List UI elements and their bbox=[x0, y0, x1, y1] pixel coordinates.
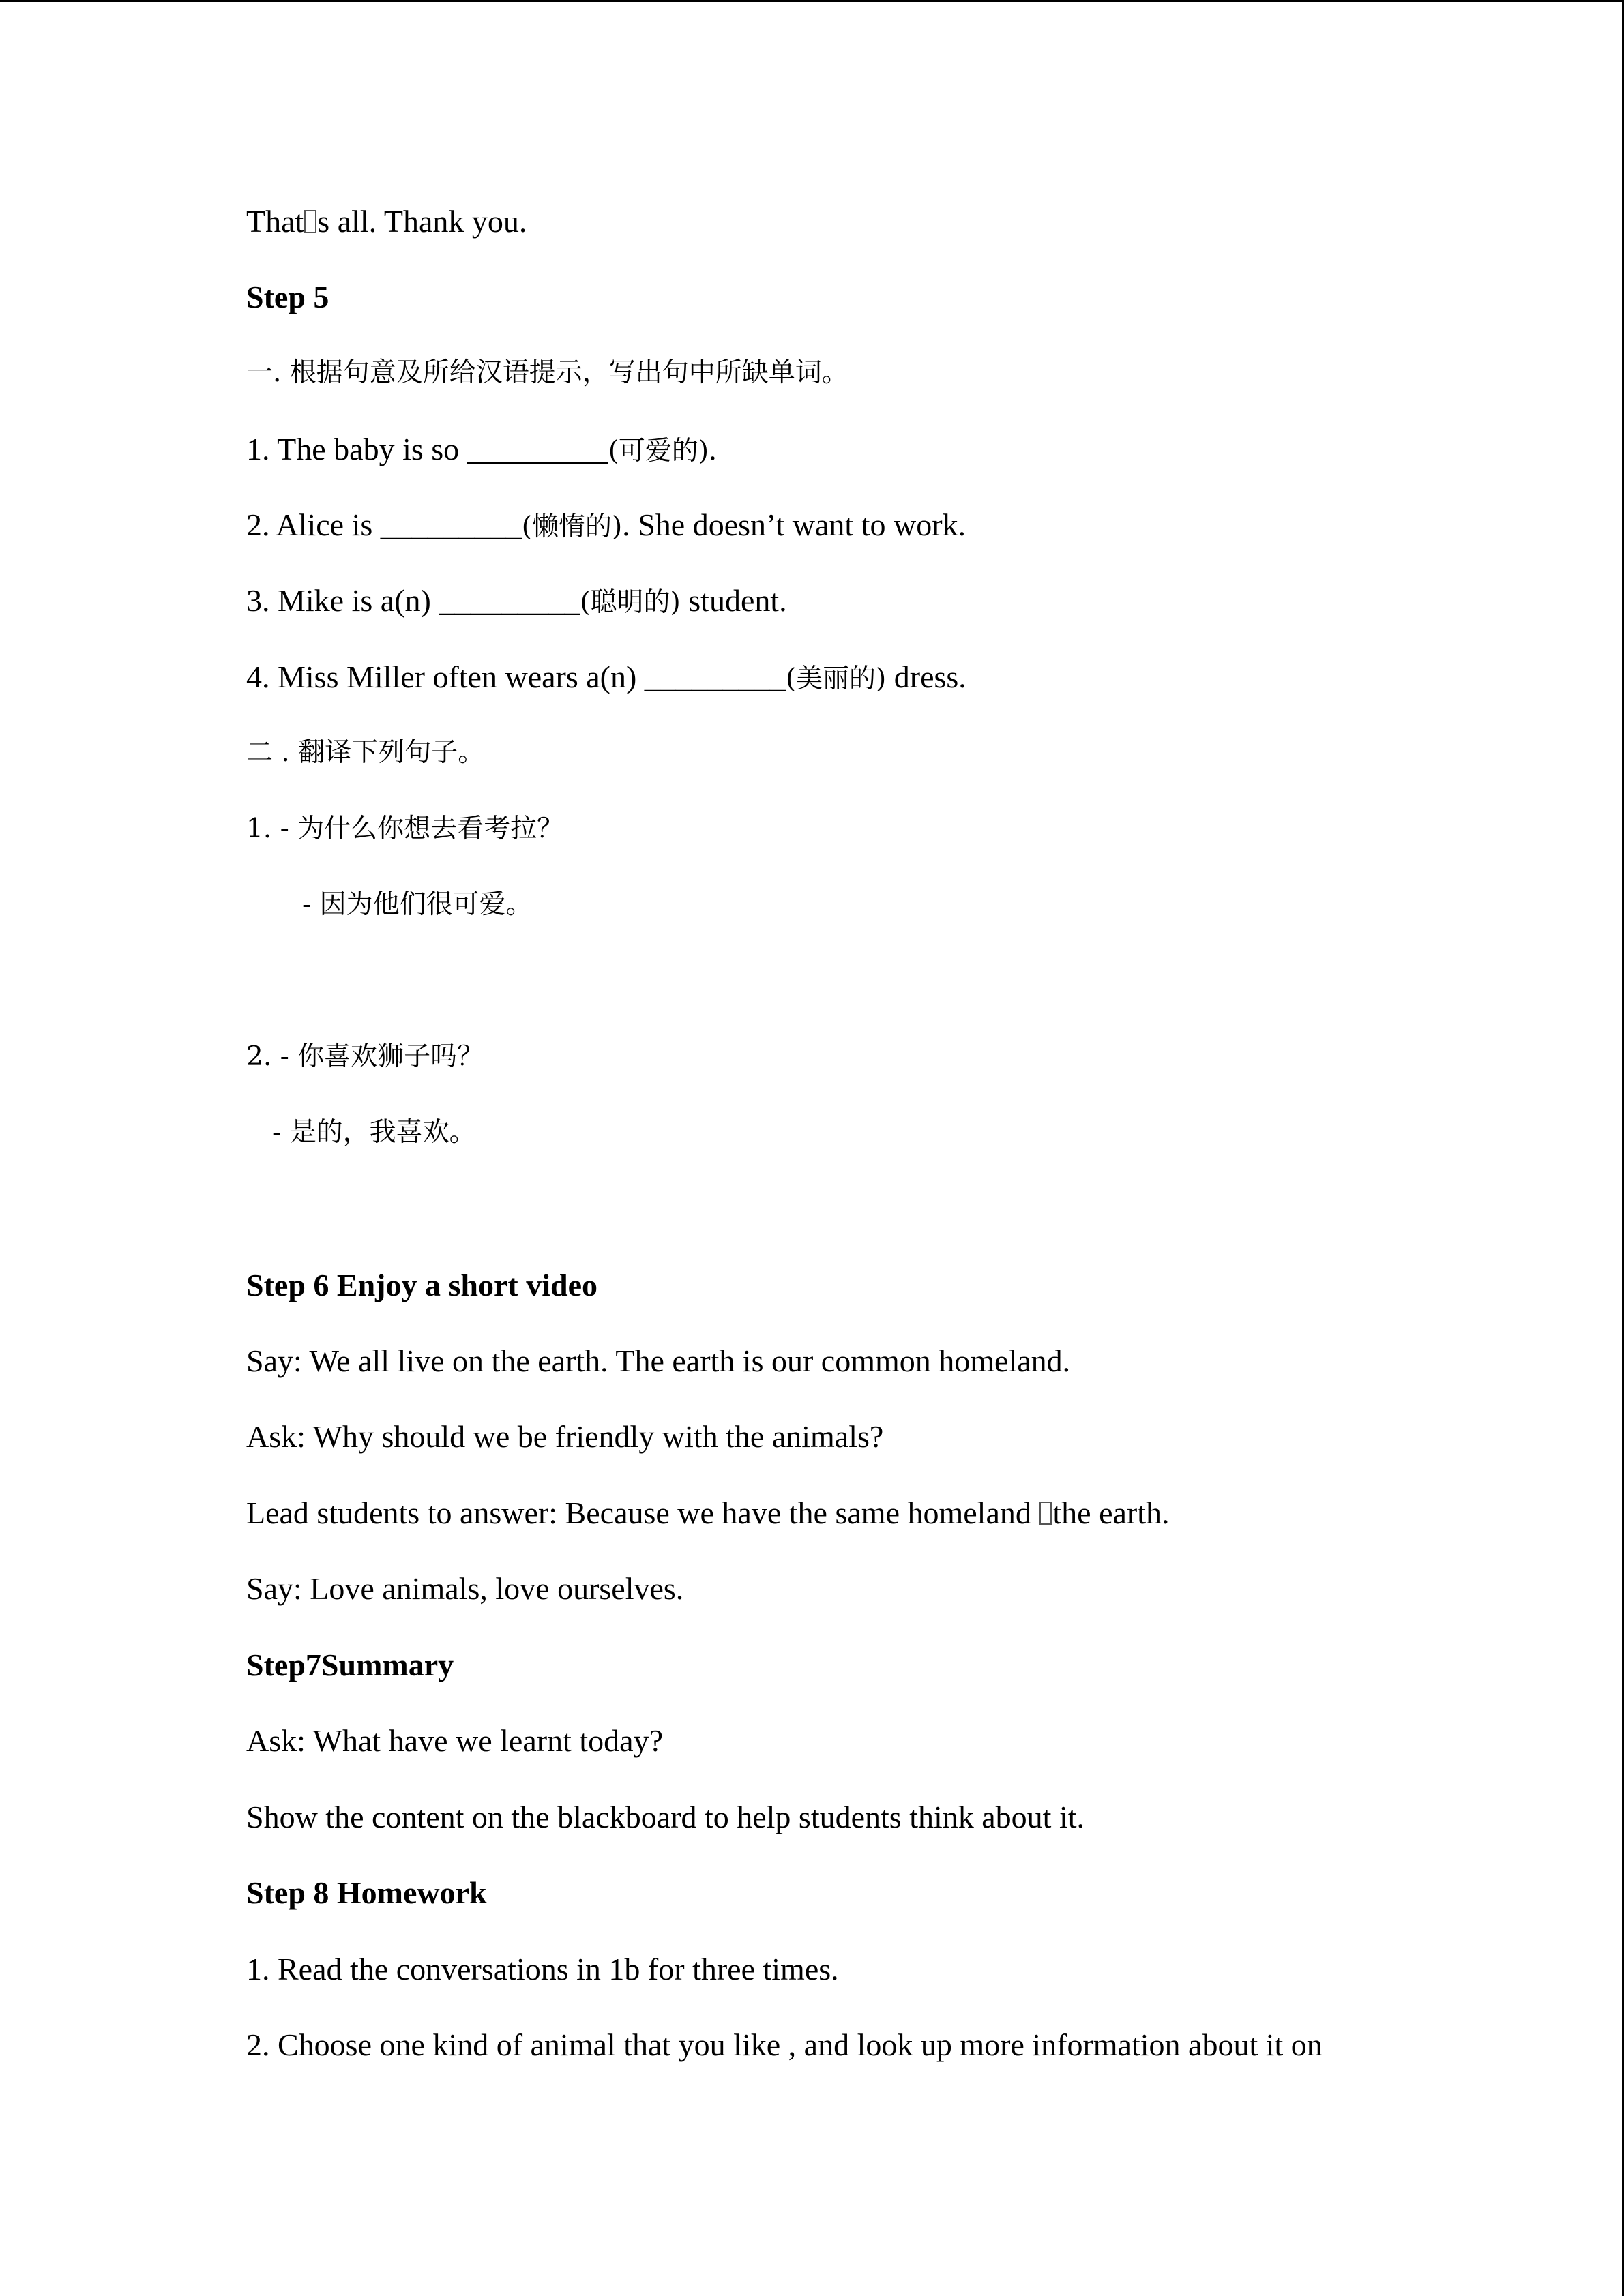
lead-line-prefix: Lead students to answer: Because we have the same homeland bbox=[246, 1495, 1039, 1530]
chinese-hint: (美丽的) bbox=[785, 664, 887, 694]
exercise-question-4 bbox=[246, 658, 966, 698]
closing-line bbox=[246, 203, 527, 241]
translation-1-answer: - 因为他们很可爱。 bbox=[302, 889, 533, 920]
step7-heading: Step7Summary bbox=[246, 1648, 454, 1682]
question-end: . She doesn’t want to work. bbox=[622, 507, 966, 542]
exercise-question-3 bbox=[246, 582, 787, 622]
step8-heading: Step 8 Homework bbox=[246, 1875, 487, 1910]
chinese-hint: (聪明的) bbox=[580, 587, 681, 618]
translation-2-answer: - 是的，我喜欢。 bbox=[272, 1117, 476, 1148]
step5-heading: Step 5 bbox=[246, 280, 329, 314]
exercise-question-2 bbox=[246, 506, 966, 546]
exercise-question-1 bbox=[246, 430, 717, 471]
step7-show-line: Show the content on the blackboard to help students think about it. bbox=[246, 1800, 1085, 1834]
chinese-hint: (懒惰的) bbox=[521, 511, 623, 542]
question-end: . bbox=[709, 432, 717, 466]
chinese-hint: (可爱的) bbox=[608, 436, 709, 466]
step6-say-line: Say: We all live on the earth. The earth is our common homeland. bbox=[246, 1343, 1071, 1378]
question-text: 2. Alice is _________ bbox=[246, 507, 522, 542]
missing-glyph-icon bbox=[304, 210, 316, 233]
question-text: 4. Miss Miller often wears a(n) _________ bbox=[246, 659, 786, 694]
step6-ask-line: Ask: Why should we be friendly with the animals? bbox=[246, 1419, 884, 1454]
closing-line-suffix: s all. Thank you. bbox=[317, 204, 527, 239]
step7-ask-line: Ask: What have we learnt today? bbox=[246, 1723, 663, 1758]
question-text: 3. Mike is a(n) _________ bbox=[246, 583, 580, 618]
part1-instruction: 一. 根据句意及所给汉语提示，写出句中所缺单词。 bbox=[246, 357, 848, 388]
translation-1-question: 1. - 为什么你想去看考拉？ bbox=[246, 814, 564, 844]
translation-2-question: 2. - 你喜欢狮子吗？ bbox=[246, 1041, 484, 1072]
question-end: student. bbox=[680, 583, 787, 618]
homework-item-1: 1. Read the conversations in 1b for three times. bbox=[246, 1952, 839, 1986]
part2-instruction: 二 . 翻译下列句子。 bbox=[246, 737, 485, 768]
page-top-border bbox=[0, 0, 1624, 2]
step6-heading: Step 6 Enjoy a short video bbox=[246, 1268, 597, 1302]
lead-line-suffix: the earth. bbox=[1052, 1495, 1170, 1530]
homework-item-2: 2. Choose one kind of animal that you like , and look up more information about it on bbox=[246, 2027, 1323, 2062]
question-end: dress. bbox=[886, 659, 966, 694]
question-text: 1. The baby is so _________ bbox=[246, 432, 608, 466]
closing-line-prefix: That bbox=[246, 204, 304, 239]
missing-glyph-icon bbox=[1039, 1502, 1052, 1525]
step6-lead-line bbox=[246, 1494, 1170, 1532]
step6-say-line-2: Say: Love animals, love ourselves. bbox=[246, 1571, 684, 1606]
